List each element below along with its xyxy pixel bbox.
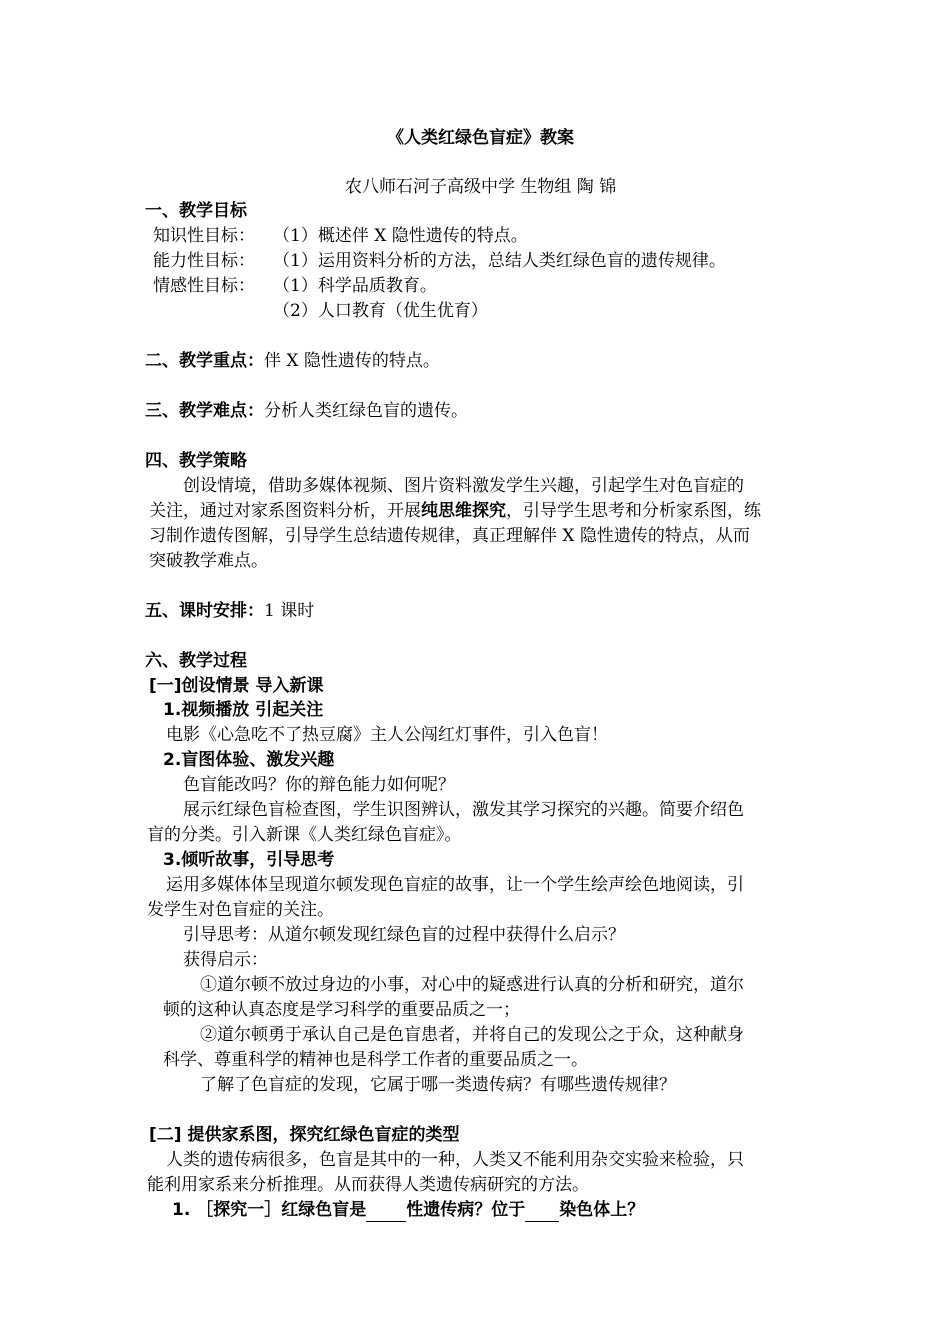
part1-sub3-line-7: ②道尔顿勇于承认自己是色盲患者，并将自己的发现公之于众，这种献身: [200, 1025, 744, 1045]
author-line: 农八师石河子高级中学 生物组 陶 锦: [345, 177, 617, 197]
key-points-text: 伴 X 隐性遗传的特点。: [264, 351, 440, 371]
part1-sub3-line-1: 运用多媒体体呈现道尔顿发现色盲症的故事，让一个学生绘声绘色地阅读，引: [166, 875, 744, 895]
section-heading-key-points: 二、教学重点：: [145, 351, 264, 371]
part1-sub2-line-2: 展示红绿色盲检查图，学生识图辨认，激发其学习探究的兴趣。简要介绍色: [183, 800, 744, 820]
objective-text-knowledge: （1）概述伴 X 隐性遗传的特点。: [273, 226, 528, 246]
section-heading-difficulty: 三、教学难点：: [145, 401, 264, 421]
part1-sub2-line-3: 盲的分类。引入新课《人类红绿色盲症》。: [147, 825, 462, 845]
objective-text-ability: （1）运用资料分析的方法，总结人类红绿色盲的遗传规律。: [273, 251, 726, 271]
part1-sub3-line-6: 顿的这种认真态度是学习科学的重要品质之一；: [163, 1000, 520, 1020]
part2-line-1: 人类的遗传病很多，色盲是其中的一种，人类又不能利用杂交实验来检验，只: [166, 1150, 744, 1170]
strategy-line-2-b: ，引导学生思考和分析家系图，练: [506, 501, 761, 521]
difficulty-text: 分析人类红绿色盲的遗传。: [264, 401, 468, 421]
question-1-part-c: 染色体上？: [559, 1200, 645, 1220]
part1-sub3-line-5: ①道尔顿不放过身边的小事，对心中的疑惑进行认真的分析和研究，道尔: [200, 975, 744, 995]
strategy-line-2-a: 关注，通过对家系图资料分析，开展: [149, 501, 421, 521]
question-1-part-a: 1. ［探究一］红绿色盲是: [172, 1200, 367, 1220]
part1-sub1-heading: 1.视频播放 引起关注: [163, 700, 324, 720]
section-heading-process: 六、教学过程: [145, 651, 247, 671]
section-heading-objectives: 一、教学目标: [145, 201, 247, 221]
part1-heading: [一]创设情景 导入新课: [149, 676, 324, 696]
section-heading-strategy: 四、教学策略: [145, 451, 247, 471]
part2-heading: [二] 提供家系图，探究红绿色盲症的类型: [149, 1125, 460, 1145]
objective-label-ability: 能力性目标：: [153, 251, 255, 271]
part1-sub1-text: 电影《心急吃不了热豆腐》主人公闯红灯事件，引入色盲！: [166, 725, 608, 745]
part1-sub3-line-2: 发学生对色盲症的关注。: [147, 900, 334, 920]
part1-sub3-line-3: 引导思考：从道尔顿发现红绿色盲的过程中获得什么启示？: [183, 925, 625, 945]
objective-label-emotion: 情感性目标：: [153, 276, 255, 296]
part1-sub2-heading: 2.盲图体验、激发兴趣: [163, 750, 335, 770]
section-difficulty: [145, 399, 468, 423]
strategy-line-2-bold: 纯思维探究: [421, 501, 506, 521]
part1-sub3-line-8: 科学、尊重科学的精神也是科学工作者的重要品质之一。: [163, 1050, 588, 1070]
strategy-line-3: 习制作遗传图解，引导学生总结遗传规律，真正理解伴 X 隐性遗传的特点，从而: [149, 526, 750, 546]
objective-label-knowledge: 知识性目标：: [153, 226, 255, 246]
part1-sub3-line-4: 获得启示：: [183, 950, 268, 970]
section-key-points: [145, 349, 440, 373]
schedule-text: 1 课时: [264, 601, 315, 621]
part2-line-2: 能利用家系来分析推理。从而获得人类遗传病研究的方法。: [147, 1175, 589, 1195]
question-1-part-b: 性遗传病？位于: [406, 1200, 526, 1220]
document-title: 《人类红绿色盲症》教案: [387, 128, 574, 148]
section-heading-schedule: 五、课时安排：: [145, 601, 264, 621]
answer-blank-1: [366, 1201, 406, 1222]
part1-sub3-heading: 3.倾听故事，引导思考: [163, 850, 335, 870]
answer-blank-2: [525, 1201, 559, 1222]
part1-sub3-line-9: 了解了色盲症的发现，它属于哪一类遗传病？有哪些遗传规律？: [200, 1075, 676, 1095]
part2-question-1: [172, 1198, 644, 1222]
strategy-line-4: 突破教学难点。: [149, 551, 268, 571]
strategy-line-1: 创设情境，借助多媒体视频、图片资料激发学生兴趣，引起学生对色盲症的: [183, 476, 744, 496]
objective-text-emotion-2: （2）人口教育（优生优育）: [273, 301, 488, 321]
part1-sub2-line-1: 色盲能改吗？你的辩色能力如何呢？: [183, 775, 455, 795]
strategy-line-2: [149, 499, 761, 523]
section-schedule: [145, 599, 314, 623]
objective-text-emotion-1: （1）科学品质教育。: [273, 276, 437, 296]
